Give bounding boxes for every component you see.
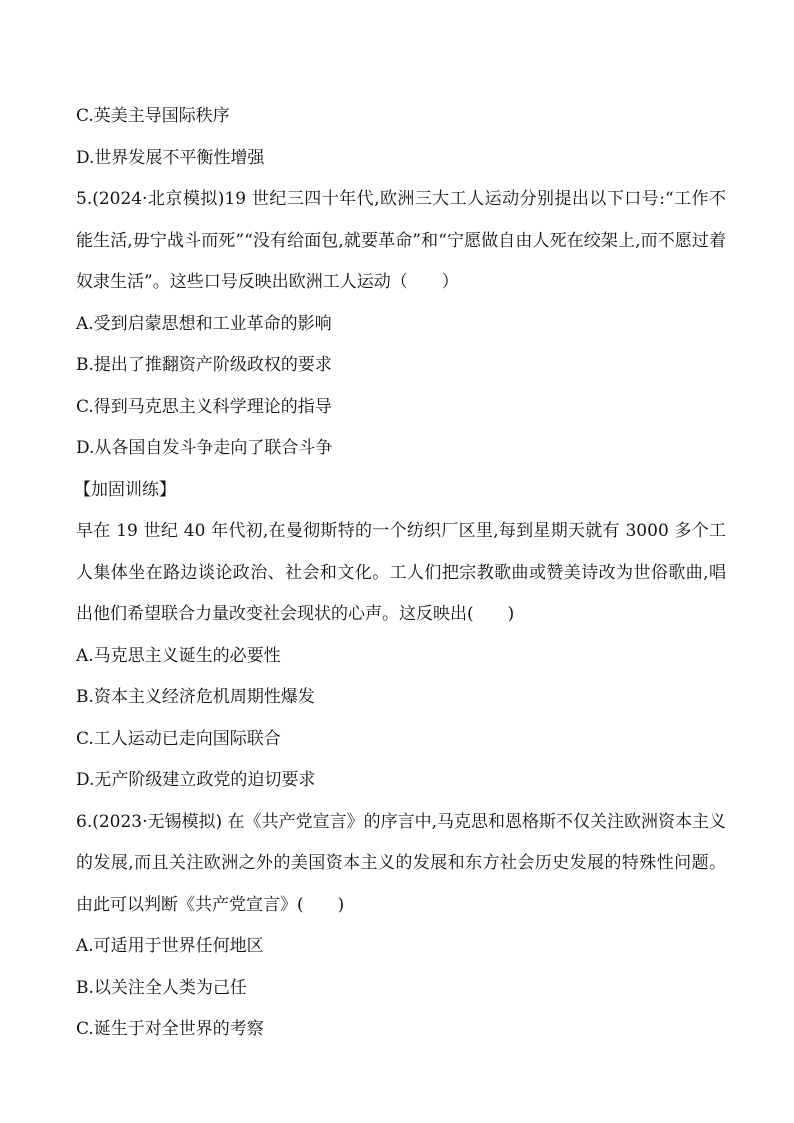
q5-stem: 5.(2024·北京模拟)19 世纪三四十年代,欧洲三大工人运动分别提出以下口号:“工作不能生活,毋宁战斗而死”“没有给面包,就要革命”和“宁愿做自由人死在绞架上,而不愿过着奴隶生活”。这些口号反映出欧洲工人运动（ ） <box>76 189 726 292</box>
q4-option-c: C.英美主导国际秩序 <box>76 106 230 126</box>
q6-option-a: A.可适用于世界任何地区 <box>76 936 264 956</box>
reinforce-option-b: B.资本主义经济危机周期性爆发 <box>76 687 315 707</box>
q5-option-b: B.提出了推翻资产阶级政权的要求 <box>76 355 332 375</box>
q6-option-c: C.诞生于对全世界的考察 <box>76 1019 264 1039</box>
reinforce-section-tag: 【加固训练】 <box>74 479 176 500</box>
q6-stem: 6.(2023·无锡模拟) 在《共产党宣言》的序言中,马克思和恩格斯不仅关注欧洲资本主义的发展,而且关注欧洲之外的美国资本主义的发展和东方社会历史发展的特殊性问题。由此可以判断《共产党宣言》( ) <box>76 811 726 915</box>
q6-option-b: B.以关注全人类为己任 <box>76 977 247 998</box>
q5-option-d: D.从各国自发斗争走向了联合斗争 <box>76 438 333 458</box>
reinforce-option-a: A.马克思主义诞生的必要性 <box>76 645 281 666</box>
reinforce-stem: 早在 19 世纪 40 年代初,在曼彻斯特的一个纺织厂区里,每到星期天就有 3000 多个工人集体坐在路边谈论政治、社会和文化。工人们把宗教歌曲或赞美诗改为世俗歌曲,唱出他们希望联合力量改变社会现状的心声。这反映出( ) <box>76 521 726 624</box>
q5-option-a: A.受到启蒙思想和工业革命的影响 <box>76 313 332 334</box>
q5-option-c: C.得到马克思主义科学理论的指导 <box>76 396 332 417</box>
document-page <box>76 96 726 1051</box>
reinforce-option-c: C.工人运动已走向国际联合 <box>76 728 281 749</box>
q4-option-d: D.世界发展不平衡性增强 <box>76 147 265 168</box>
reinforce-option-d: D.无产阶级建立政党的迫切要求 <box>76 770 316 790</box>
